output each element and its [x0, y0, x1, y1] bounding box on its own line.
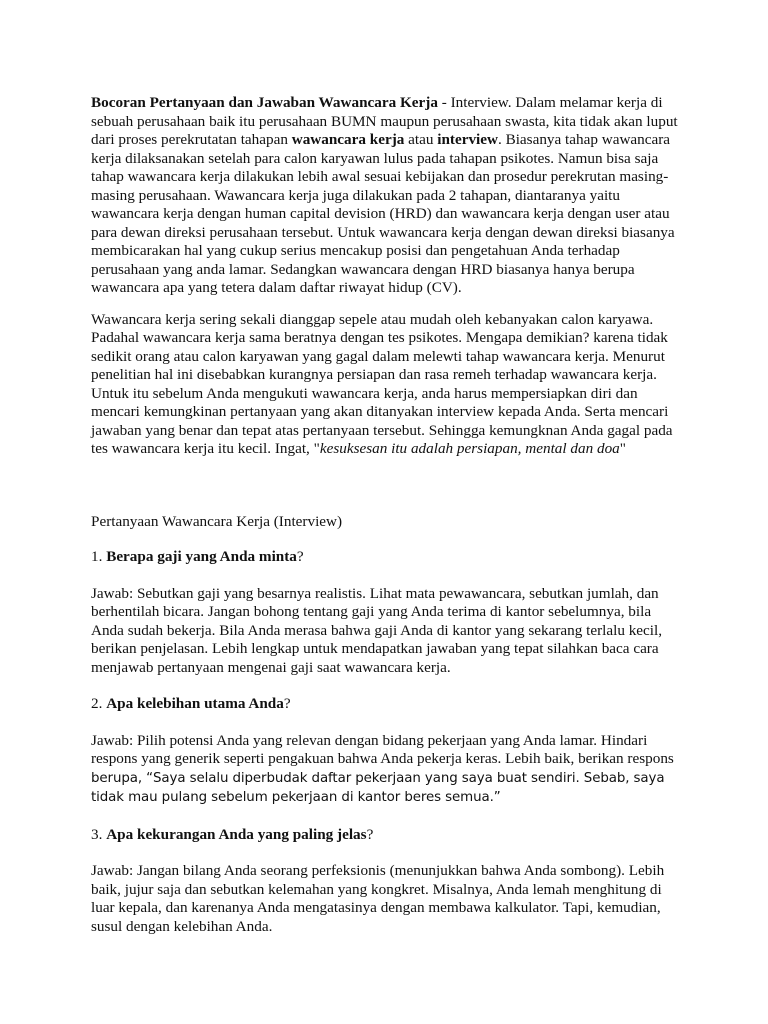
- intro-text-c: . Biasanya tahap wawancara kerja dilaksanakan setelah para calon karyawan lulus pada tahapan psikotes. Namun bisa saja tahap wawancara kerja dilakukan lebih awal sesuai kebijakan dan prosedur perekrutan masing-masing perusahaan. Wawancara kerja juga dilakukan pada 2 tahapan, diantaranya yaitu wawancara kerja dengan human capital devision (HRD) dan wawancara kerja dengan user atau para dewan direksi perusahaan tersebut. Untuk wawancara kerja dengan dewan direksi biasanya membicarakan hal yang cukup serius mencakup posisi dan pengetahuan Anda terhadap perusahaan yang anda lamar. Sedangkan wawancara dengan HRD biasanya hanya berupa wawancara apa yang tetera dalam daftar riwayat hidup (CV).: [91, 131, 675, 296]
- question-1-suffix: ?: [296, 548, 304, 565]
- intro-lead-title: Bocoran Pertanyaan dan Jawaban Wawancara Kerja: [91, 94, 438, 111]
- intro-p2-quote: kesuksesan itu adalah persiapan, mental dan doa: [319, 440, 620, 457]
- intro-text-a: - Interview. Dalam melamar kerja di sebuah perusahaan baik itu perusahaan BUMN maupun perusahaan swasta, kita tidak akan luput dari proses perekrutatan tahapan: [91, 94, 678, 148]
- section-title: Pertanyaan Wawancara Kerja (Interview): [91, 512, 343, 530]
- intro-bold-term-1: wawancara kerja: [291, 131, 405, 148]
- answer-3: Jawab: Jangan bilang Anda seorang perfeksionis (menunjukkan bahwa Anda sombong). Lebih baik, jujur saja dan sebutkan kelemahan yang kongkret. Misalnya, Anda lemah menghitung di luar kepala, dan karenanya Anda mengatasinya dengan membawa kalkulator. Tapi, kemudian, susul dengan kelebihan Anda.: [91, 862, 665, 935]
- question-3-number: 3.: [91, 825, 107, 843]
- question-3-suffix: ?: [366, 825, 374, 843]
- intro-bold-term-2: interview: [437, 131, 498, 148]
- intro-paragraph-1: [91, 94, 682, 298]
- question-3: [91, 826, 682, 845]
- question-1-text: Berapa gaji yang Anda minta: [106, 548, 297, 565]
- question-2-text: Apa kelebihan utama Anda: [106, 695, 284, 712]
- question-1-number: 1.: [91, 548, 107, 565]
- intro-p2-close: ": [619, 440, 626, 457]
- intro-text-b: atau: [404, 131, 438, 148]
- answer-2-text: Jawab: Pilih potensi Anda yang relevan dengan bidang pekerjaan yang Anda lamar. Hindari respons yang generik seperti pengakuan bahwa Anda pekerja keras. Lebih baik, berikan respons: [91, 731, 674, 767]
- answer-1: Jawab: Sebutkan gaji yang besarnya realistis. Lihat mata pewawancara, sebutkan jumlah, dan berhentilah bicara. Jangan bohong tentang gaji yang Anda terima di kantor sebelumnya, bila Anda sudah bekerja. Bila Anda merasa bahwa gaji Anda di kantor yang sekarang terlalu kecil, berikan penjelasan. Lebih lengkap untuk mendapatkan jawaban yang tepat silahkan baca cara menjawab pertanyaan mengenai gaji saat wawancara kerja.: [91, 584, 663, 676]
- question-2: [91, 695, 682, 714]
- answer-2: [91, 732, 682, 808]
- question-3-text: Apa kekurangan Anda yang paling jelas: [106, 825, 367, 843]
- answer-2-example: berupa, “Saya selalu diperbudak daftar pekerjaan yang saya buat sendiri. Sebab, saya tidak mau pulang sebelum pekerjaan di kantor beres semua.”: [91, 770, 665, 805]
- question-2-number: 2.: [91, 695, 107, 712]
- question-2-suffix: ?: [283, 695, 291, 712]
- question-1: [91, 548, 682, 567]
- intro-p2-text: Wawancara kerja sering sekali dianggap sepele atau mudah oleh kebanyakan calon karyawa. Padahal wawancara kerja sama beratnya dengan tes psikotes. Mengapa demikian? karena tidak sedikit orang atau calon karyawan yang gagal dalam melewti tahap wawancara kerja. Menurut penelitian hal ini disebabkan kurangnya persiapan dan rasa remeh terhadap wawancara kerja. Untuk itu sebelum Anda mengukuti wawancara kerja, anda harus mempersiapkan diri dan mencari kemungkinan pertanyaan yang akan ditanyakan interview kepada Anda. Serta mencari jawaban yang benar dan tepat atas pertanyaan tersebut. Sehingga kemungknan Anda gagal pada tes wawancara kerja itu kecil. Ingat, ": [91, 310, 673, 457]
- intro-paragraph-2: [91, 311, 682, 459]
